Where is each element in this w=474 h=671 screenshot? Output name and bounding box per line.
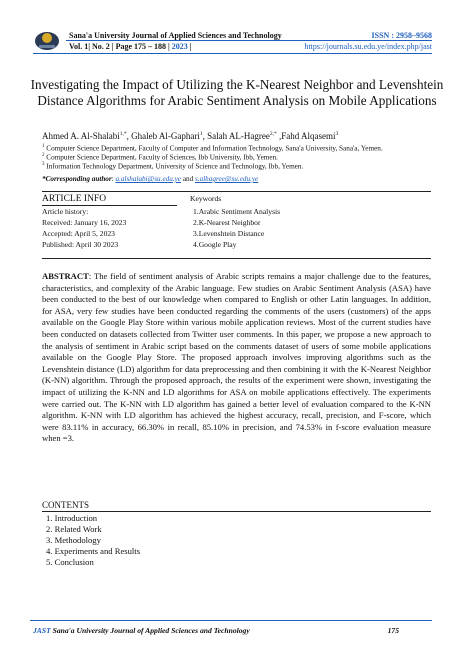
affiliation-1-text: Computer Science Department, Faculty of Computer and Information Technology, Sana'a University, Sana'a, Yemen. <box>46 144 383 153</box>
page-number: 175 <box>387 626 399 635</box>
author-3: , Salah AL-Hagree <box>202 131 270 141</box>
toc-item[interactable]: 2. Related Work <box>46 524 102 534</box>
abstract <box>42 271 431 445</box>
paper-title: Investigating the Impact of Utilizing the K-Nearest Neighbor and Levenshtein Distance Algorithms for Arabic Sentiment Analysis on Mobile Applications <box>30 77 444 108</box>
abstract-text: : The field of sentiment analysis of Arabic scripts remains a major challenge due to the features, characteristics, and complexity of the Arabic language. Few studies on Arabic Sentiment Analysis (ASA) have been conducted to the best of our knowledge when compared to English or other Latin languages. In addition, for ASA, very few studies have been conducted regarding the comments of the users (customers) of the apps available on the Google Play Store within various mobile application reviews. Most of the current studies have been conducted on datasets collected from Twitter user comments. In this paper, we propose a new approach to the analysis of sentiment in Arabic script based on the comments dataset of users of some mobile applications available on the Google Play Store. The proposed approach involves improving algorithms such as the Levenshtein distance (LD) algorithm for data preprocessing and then combining it with the K-Nearest Neighbor (K-NN) algorithm. Through the proposed approach, the results of the experiment were shown, investigating the impact of utilizing the K-NN and LD algorithms for ASA on mobile applications effectively. The experiments were carried out. The K-NN with LD algorithm has gained a better level of evaluation compared to the K-NN algorithm. K-NN with LD algorithm has achieved the highest accuracy, recall, precision, and F-score, which were 83.11% in accuracy, 66.30% in recall, 85.10% in precision, and 74.53% in f-score evaluation measure when =3. <box>42 271 431 444</box>
contents-title: CONTENTS <box>42 500 89 510</box>
journal-name: Sana'a University Journal of Applied Sciences and Technology <box>69 31 282 40</box>
affiliation-2-num: 2 <box>42 153 45 158</box>
university-logo-icon <box>33 27 61 51</box>
affiliation-3 <box>42 161 303 171</box>
toc-item[interactable]: 5. Conclusion <box>46 557 94 567</box>
info-top-rule <box>42 191 431 192</box>
published-date: Published: April 30 2023 <box>42 240 119 249</box>
keyword-item: 4.Google Play <box>193 240 237 249</box>
article-history: Article history: <box>42 207 89 216</box>
keyword-item: 1.Arabic Sentiment Analysis <box>193 207 281 216</box>
keywords-title: Keywords <box>190 194 222 203</box>
issn: ISSN : 2958–9568 <box>371 31 432 40</box>
affiliation-3-text: Information Technology Department, University of Science and Technology, Ibb, Yemen. <box>46 162 304 171</box>
affiliation-2-text: Computer Science Department, Faculty of Sciences, Ibb University, Ibb, Yemen. <box>46 153 278 162</box>
toc-item[interactable]: 1. Introduction <box>46 513 98 523</box>
info-bottom-rule <box>42 258 431 259</box>
author-2: , Ghaleb Al-Gaphari <box>126 131 200 141</box>
keyword-item: 2.K-Nearest Neighbor <box>193 218 261 227</box>
toc-item[interactable]: 4. Experiments and Results <box>46 546 141 556</box>
journal-url-link[interactable]: https://journals.su.edu.ye/index.php/jast <box>304 42 432 51</box>
corresponding-author <box>42 175 258 183</box>
info-divider <box>42 205 177 206</box>
footer-journal <box>33 626 250 635</box>
email-link-1[interactable]: a.alshalabi@su.edu.ye <box>115 175 182 183</box>
affiliation-3-num: 3 <box>42 162 45 167</box>
contents-rule <box>42 511 431 512</box>
author-4: ,Fahd Alqasemi <box>276 131 336 141</box>
corresponding-and: and <box>181 175 195 183</box>
accepted-date: Accepted: April 5, 2023 <box>42 229 115 238</box>
header-rule <box>66 40 432 41</box>
author-1: Ahmed A. Al-Shalabi <box>42 131 120 141</box>
toc-item[interactable]: 3. Methodology <box>46 535 101 545</box>
received-date: Received: January 16, 2023 <box>42 218 127 227</box>
corresponding-label: *Corresponding author <box>42 175 112 183</box>
header-bottom-rule <box>33 53 432 54</box>
author-3-sup: 2,* <box>269 131 277 137</box>
article-info-title: ARTICLE INFO <box>42 194 107 204</box>
volume-line <box>69 42 192 51</box>
year: 2023 <box>171 42 188 51</box>
footer-abbr: JAST <box>33 626 51 635</box>
author-1-sup: 1,* <box>119 131 127 137</box>
affiliation-1-num: 1 <box>42 144 45 149</box>
footer-rule <box>30 620 432 621</box>
email-link-2[interactable]: s.alhagree@su.edu.ye <box>195 175 259 183</box>
abstract-label: ABSTRACT <box>42 271 89 281</box>
volume-suffix: | <box>189 42 192 51</box>
author-2-sup: 1 <box>199 131 203 137</box>
corresponding-sep: : <box>111 175 116 183</box>
page-header <box>0 0 474 60</box>
authors-line <box>42 131 338 141</box>
keyword-item: 3.Levenshtein Distance <box>193 229 265 238</box>
footer-journal-name: Sana'a University Journal of Applied Sciences and Technology <box>50 626 250 635</box>
author-4-sup: 3 <box>335 131 339 137</box>
volume-info: Vol. 1| No. 2 | Page 175 – 188 | <box>69 42 170 51</box>
